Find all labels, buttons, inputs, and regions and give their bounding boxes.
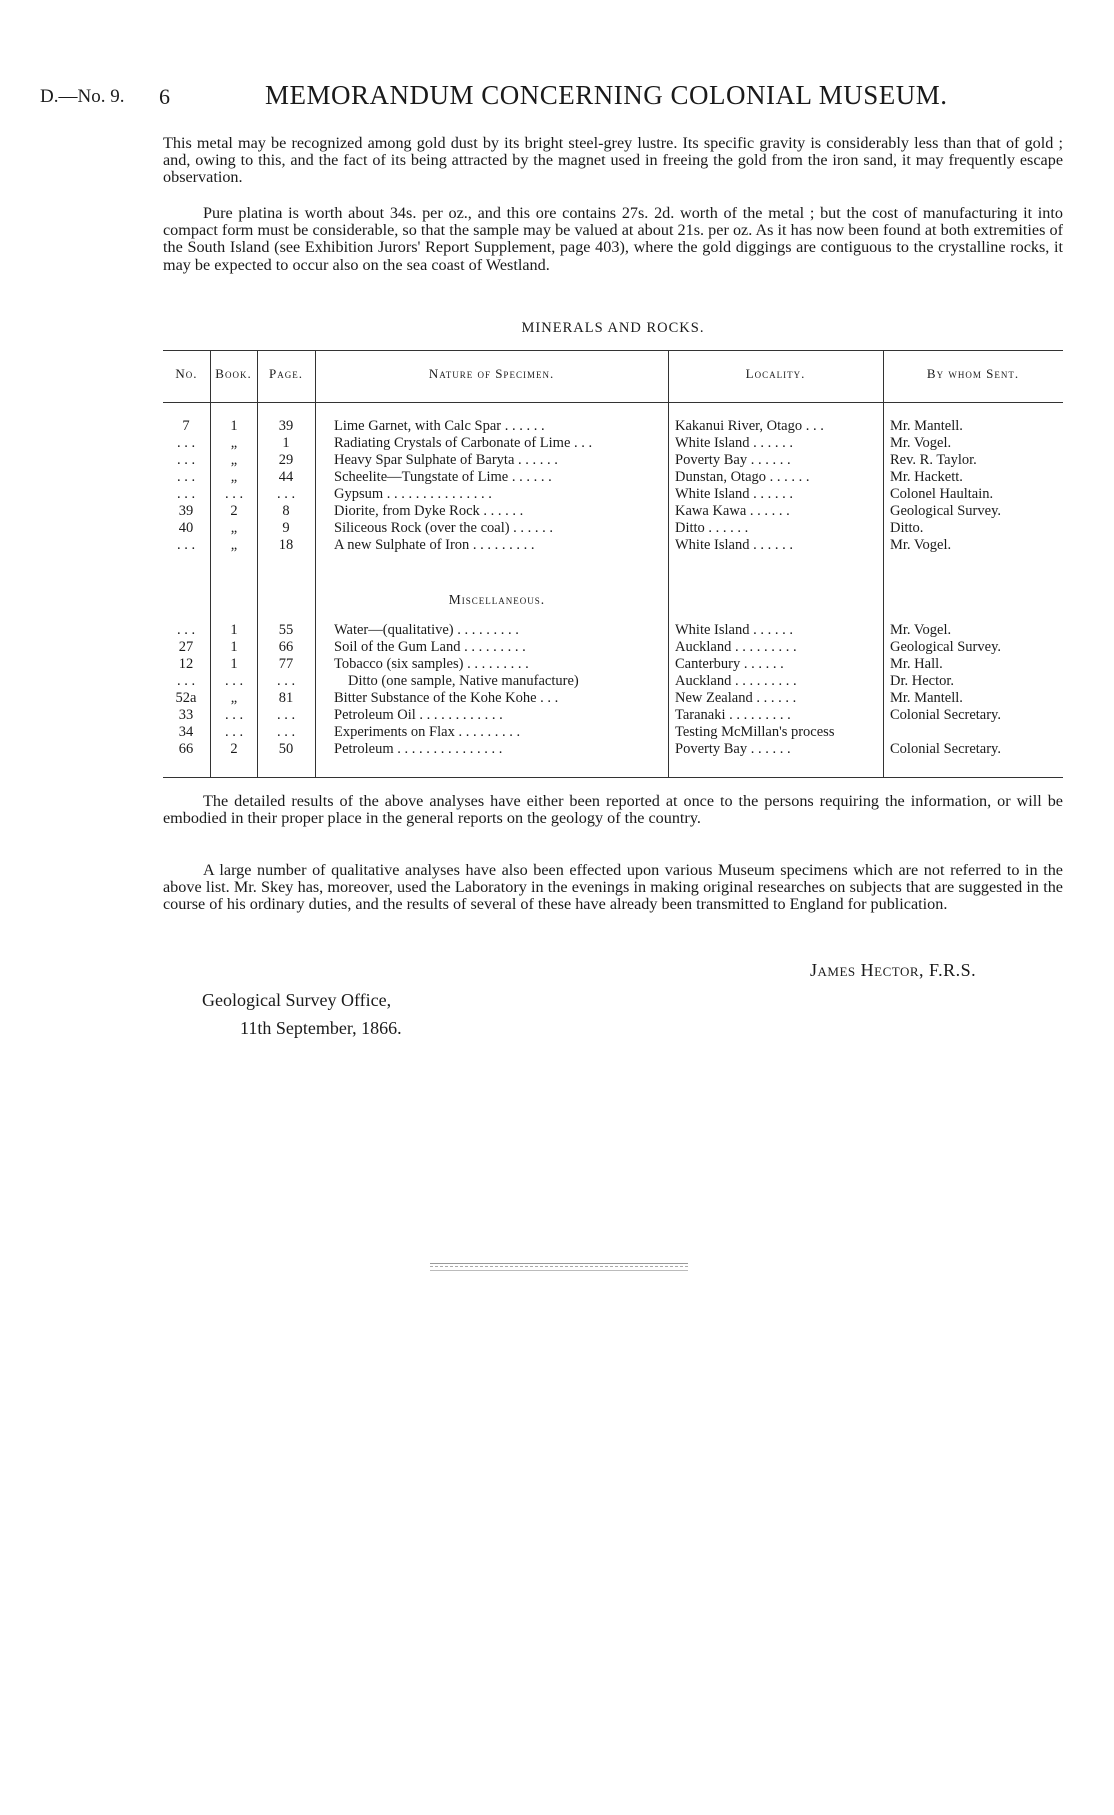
- cell-nature: Scheelite—Tungstate of Lime . . . . . .: [334, 469, 552, 485]
- table-row: [163, 486, 1063, 503]
- table-row: [163, 418, 1063, 435]
- cell-by: Mr. Hall.: [890, 656, 943, 672]
- cell-book: 2: [230, 741, 238, 757]
- cell-by: Mr. Vogel.: [890, 537, 952, 553]
- cell-by: Mr. Hackett.: [890, 469, 963, 485]
- table-row: [163, 537, 1063, 554]
- cell-nature: Soil of the Gum Land . . . . . . . . .: [334, 639, 526, 655]
- cell-by: Colonel Haultain.: [890, 486, 994, 502]
- intro-paragraph-2-text: Pure platina is worth about 34s. per oz., and this ore contains 27s. 2d. worth of the metal ; but the cost of manufacturing it into compact form must be considerable, so that the sample may be valued at about 21s. per oz. As it has now been found at both extremities of the South Island (see Exhibition Jurors' Report Supplement, page 403), where the gold diggings are contiguous to the crystalline rocks, it may be expected to occur also on the sea coast of Westland.: [163, 204, 1063, 274]
- cell-locality: White Island . . . . . .: [675, 537, 793, 553]
- cell-no: . . .: [176, 622, 196, 638]
- cell-book: 2: [230, 503, 238, 519]
- intro-paragraph-1-text: This metal may be recognized among gold dust by its bright steel-grey lustre. Its specific gravity is considerably less than that of gold ; and, owing to this, and the fact of its being attracted by the magnet used in freeing the gold from the iron sand, it may frequently escape observation.: [163, 134, 1063, 187]
- cell-book: „: [230, 469, 238, 485]
- cell-locality: Poverty Bay . . . . . .: [675, 741, 791, 757]
- cell-book: . . .: [224, 707, 244, 723]
- cell-nature: Petroleum Oil . . . . . . . . . . . .: [334, 707, 503, 723]
- table-row: [163, 690, 1063, 707]
- table-row: [163, 707, 1063, 724]
- cell-no: . . .: [176, 452, 196, 468]
- signature-name: James Hector, F.R.S.: [810, 960, 977, 980]
- cell-book: „: [230, 435, 238, 451]
- header-book: Book.: [215, 366, 252, 381]
- table-row: [163, 639, 1063, 656]
- cell-book: „: [230, 520, 238, 536]
- signature-date: 11th September, 1866.: [240, 1018, 402, 1038]
- page-header: [40, 80, 1080, 116]
- table-title: MINERALS AND ROCKS.: [521, 320, 705, 336]
- page-title: MEMORANDUM CONCERNING COLONIAL MUSEUM.: [265, 80, 948, 110]
- table-row: [163, 724, 1063, 741]
- table-row: [163, 622, 1063, 639]
- cell-by: Rev. R. Taylor.: [890, 452, 977, 468]
- cell-page: 77: [278, 656, 294, 672]
- cell-nature: Heavy Spar Sulphate of Baryta . . . . . .: [334, 452, 558, 468]
- cell-no: . . .: [176, 486, 196, 502]
- cell-page: 55: [278, 622, 294, 638]
- cell-page: . . .: [276, 486, 296, 502]
- table-row: [163, 503, 1063, 520]
- cell-book: „: [230, 690, 238, 706]
- cell-page: 9: [282, 520, 290, 536]
- cell-locality: White Island . . . . . .: [675, 435, 793, 451]
- table-row: [163, 452, 1063, 469]
- cell-no: . . .: [176, 435, 196, 451]
- cell-nature: Petroleum . . . . . . . . . . . . . . .: [334, 741, 503, 757]
- cell-page: 81: [278, 690, 294, 706]
- cell-page: . . .: [276, 673, 296, 689]
- cell-locality: Poverty Bay . . . . . .: [675, 452, 791, 468]
- header-by-whom: By whom Sent.: [926, 366, 1020, 381]
- cell-nature: Water—(qualitative) . . . . . . . . .: [334, 622, 519, 638]
- cell-nature: Gypsum . . . . . . . . . . . . . . .: [334, 486, 492, 502]
- cell-no: 12: [178, 656, 194, 672]
- header-no: No.: [175, 366, 198, 381]
- cell-page: 50: [278, 741, 294, 757]
- cell-page: 44: [278, 469, 294, 485]
- cell-nature: Ditto (one sample, Native manufacture): [348, 673, 579, 689]
- cell-locality: White Island . . . . . .: [675, 486, 793, 502]
- cell-by: Geological Survey.: [890, 503, 1002, 519]
- table-row: [163, 741, 1063, 758]
- closing-paragraph-1: [163, 793, 1063, 827]
- cell-page: 8: [282, 503, 290, 519]
- closing-paragraph-2-text: A large number of qualitative analyses have also been effected upon various Museum specimens which are not referred to in the above list. Mr. Skey has, moreover, used the Laboratory in the evenings in making original researches on subjects that are suggested in the course of his ordinary duties, and the results of several of these have already been transmitted to England for publication.: [163, 861, 1063, 914]
- cell-no: . . .: [176, 469, 196, 485]
- cell-page: 18: [278, 537, 294, 553]
- cell-by: Mr. Mantell.: [890, 690, 963, 706]
- closing-paragraph-1-text: The detailed results of the above analyses have either been reported at once to the persons requiring the information, or will be embodied in their proper place in the general reports on the geology of the country.: [163, 792, 1063, 828]
- cell-locality: Kakanui River, Otago . . .: [675, 418, 824, 434]
- cell-by: Geological Survey.: [890, 639, 1002, 655]
- table-row: [163, 656, 1063, 673]
- cell-book: . . .: [224, 486, 244, 502]
- cell-book: 1: [230, 622, 238, 638]
- cell-locality: Kawa Kawa . . . . . .: [675, 503, 790, 519]
- cell-book: 1: [230, 639, 238, 655]
- intro-paragraph-2: [163, 205, 1063, 274]
- table-row: [163, 469, 1063, 486]
- cell-locality: Canterbury . . . . . .: [675, 656, 784, 672]
- cell-by: Colonial Secretary.: [890, 707, 1001, 723]
- signature-office: Geological Survey Office,: [202, 990, 392, 1010]
- cell-locality: White Island . . . . . .: [675, 622, 793, 638]
- cell-no: 52a: [175, 690, 197, 706]
- cell-page: 1: [282, 435, 290, 451]
- cell-book: 1: [230, 656, 238, 672]
- end-rule-lower: [430, 1270, 688, 1271]
- cell-by: Mr. Vogel.: [890, 435, 952, 451]
- cell-nature: A new Sulphate of Iron . . . . . . . . .: [334, 537, 535, 553]
- cell-book: . . .: [224, 673, 244, 689]
- cell-by: Ditto.: [890, 520, 924, 536]
- section-title-miscellaneous: Miscellaneous.: [448, 592, 546, 607]
- cell-no: 7: [182, 418, 190, 434]
- cell-page: 66: [278, 639, 294, 655]
- cell-nature: Radiating Crystals of Carbonate of Lime . . .: [334, 435, 593, 451]
- intro-paragraph-1: [163, 135, 1063, 187]
- minerals-table: [163, 350, 1063, 778]
- cell-nature: Lime Garnet, with Calc Spar . . . . . .: [334, 418, 545, 434]
- header-nature: Nature of Specimen.: [428, 366, 555, 381]
- cell-page: . . .: [276, 724, 296, 740]
- cell-by: Mr. Mantell.: [890, 418, 963, 434]
- cell-no: . . .: [176, 537, 196, 553]
- cell-nature: Bitter Substance of the Kohe Kohe . . .: [334, 690, 559, 706]
- cell-locality: Taranaki . . . . . . . . .: [675, 707, 791, 723]
- cell-locality: New Zealand . . . . . .: [675, 690, 797, 706]
- cell-no: 33: [178, 707, 194, 723]
- table-row: [163, 435, 1063, 452]
- end-rule-dashed: [430, 1266, 688, 1267]
- cell-by: Colonial Secretary.: [890, 741, 1001, 757]
- cell-page: . . .: [276, 707, 296, 723]
- closing-paragraph-2: [163, 862, 1063, 914]
- header-locality: Locality.: [745, 366, 806, 381]
- cell-locality: Dunstan, Otago . . . . . .: [675, 469, 810, 485]
- cell-page: 29: [278, 452, 294, 468]
- document-reference: D.—No. 9.: [40, 86, 125, 107]
- header-page: Page.: [269, 366, 303, 381]
- cell-nature: Siliceous Rock (over the coal) . . . . . .: [334, 520, 554, 536]
- cell-nature: Diorite, from Dyke Rock . . . . . .: [334, 503, 524, 519]
- cell-locality: Ditto . . . . . .: [675, 520, 749, 536]
- cell-by: Mr. Vogel.: [890, 622, 952, 638]
- cell-no: 34: [178, 724, 194, 740]
- cell-no: 40: [178, 520, 194, 536]
- table-row: [163, 673, 1063, 690]
- cell-nature: Tobacco (six samples) . . . . . . . . .: [334, 656, 529, 672]
- cell-book: 1: [230, 418, 238, 434]
- cell-no: 39: [178, 503, 194, 519]
- cell-by: Dr. Hector.: [890, 673, 955, 689]
- cell-book: „: [230, 537, 238, 553]
- cell-locality: Auckland . . . . . . . . .: [675, 673, 797, 689]
- cell-page: 39: [278, 418, 294, 434]
- end-rule: [430, 1263, 688, 1264]
- cell-no: 27: [178, 639, 194, 655]
- page-number: 6: [159, 84, 170, 109]
- cell-no: . . .: [176, 673, 196, 689]
- cell-nature: Experiments on Flax . . . . . . . . .: [334, 724, 521, 740]
- cell-book: „: [230, 452, 238, 468]
- cell-locality: Testing McMillan's process: [675, 724, 835, 740]
- cell-no: 66: [178, 741, 194, 757]
- cell-locality: Auckland . . . . . . . . .: [675, 639, 797, 655]
- cell-book: . . .: [224, 724, 244, 740]
- table-row: [163, 520, 1063, 537]
